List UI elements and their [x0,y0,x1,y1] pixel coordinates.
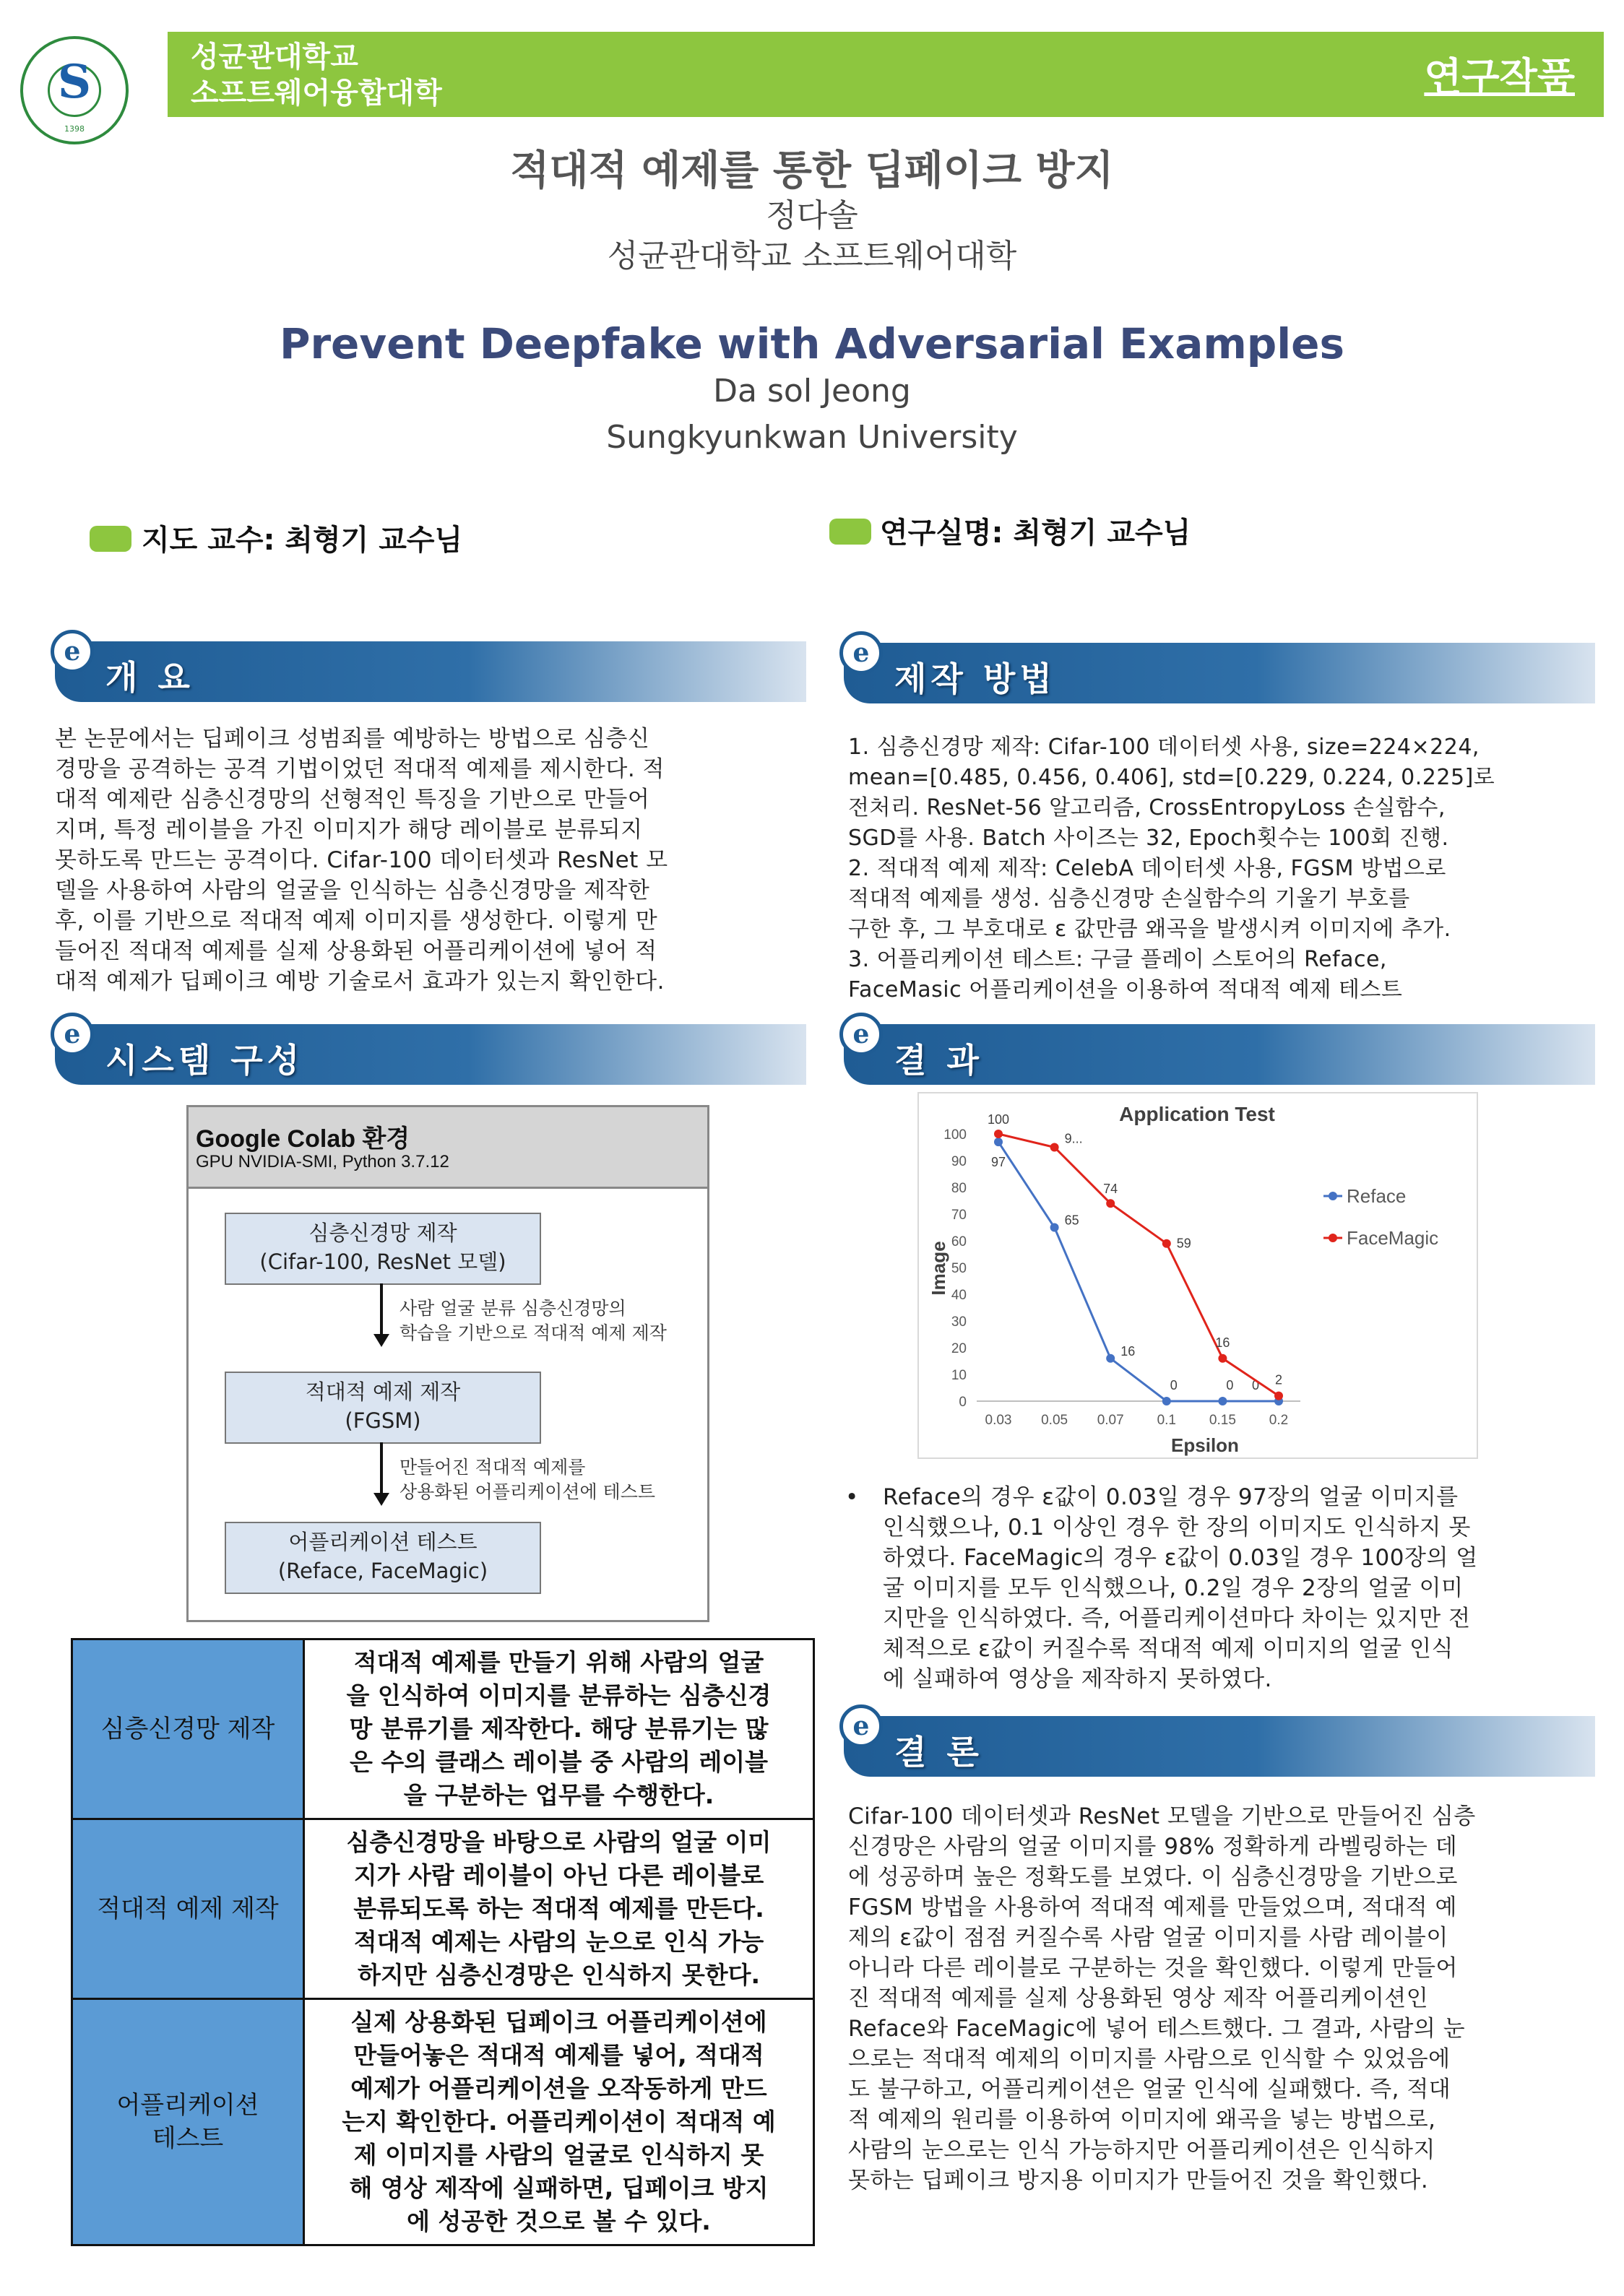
overview-line: 델을 사용하여 사람의 얼굴을 인식하는 심층신경망을 제작한 [55,878,650,904]
conclusion-line: 적 예제의 원리를 이용하여 이미지에 왜곡을 넣는 방법으로, [848,2107,1436,2133]
chart-legend-label: Reface [1347,1185,1407,1207]
section-header-conclusion [844,1711,1595,1777]
table-body-line: 적대적 예제를 만들기 위해 사람의 얼굴 [353,1648,764,1676]
conclusion-line: FGSM 방법을 사용하여 적대적 예제를 만들었으며, 적대적 예 [848,1894,1457,1920]
table-body-line: 을 인식하여 이미지를 분류하는 심층신경 [346,1681,772,1710]
table-body-line: 분류되도록 하는 적대적 예제를 만든다. [353,1894,764,1923]
section-badge-icon: e [51,630,94,673]
table-body-line: 망 분류기를 제작한다. 해당 분류기는 많 [349,1715,769,1743]
chart-x-tick: 0.15 [1209,1413,1236,1428]
chart-point-reface [994,1138,1003,1146]
section-title-system: 시스템 구성 [105,1041,304,1080]
conclusion-text [848,1801,1614,2196]
system-diagram [186,1105,709,1622]
table-body-line: 은 수의 클래스 레이블 중 사람의 레이블 [350,1748,768,1776]
table-body-line: 을 구분하는 업무를 수행한다. [403,1781,714,1809]
diagram-note-2-line2: 상용화된 어플리케이션에 테스트 [399,1481,655,1502]
chart-data-label: 0 [1226,1378,1234,1392]
chart-x-tick: 0.03 [985,1413,1012,1428]
conclusion-line: 진 적대적 예제를 실제 상용화된 영상 제작 어플리케이션인 [848,1985,1429,2011]
chart-legend-label: FaceMagic [1347,1227,1439,1249]
chart-y-tick: 100 [943,1127,967,1143]
results-line: 에 실패하여 영상을 제작하지 못하였다. [883,1666,1272,1692]
chart-point-facemagic [1050,1143,1059,1152]
lab-text: 연구실명: 최형기 교수님 [880,516,1191,550]
chart-data-label: 16 [1215,1335,1230,1350]
results-line: 지만을 인식하였다. 즉, 어플리케이션마다 차이는 있지만 전 [883,1606,1471,1632]
diagram-box-dnn-line1: 심층신경망 제작 [308,1221,457,1245]
chart-point-reface [1050,1223,1059,1232]
chart-series-line-reface [998,1142,1279,1401]
chart-data-label: 16 [1120,1343,1136,1359]
table-row-body [304,1819,814,1999]
section-title-results: 결 과 [894,1041,983,1080]
table-row-head: 적대적 예제 제작 [72,1819,304,1999]
chart-title: Application Test [1119,1103,1275,1125]
table-body-line: 예제가 어플리케이션을 오작동하게 만드 [350,2074,767,2102]
header-tag[interactable]: 연구작품 [1424,54,1575,100]
chart-point-facemagic [994,1130,1003,1138]
results-line: 굴 이미지를 모두 인식했으나, 0.2일 경우 2장의 얼굴 이미 [883,1575,1464,1601]
university-logo [20,36,129,144]
conclusion-line: 도 불구하고, 어플리케이션은 얼굴 인식에 실패했다. 즉, 적대 [848,2076,1451,2102]
method-line: 3. 어플리케이션 테스트: 구글 플레이 스토어의 Reface, [848,947,1387,972]
method-line: 전처리. ResNet-56 알고리즘, CrossEntropyLoss 손실함수, [848,795,1446,820]
diagram-box-adversarial-line2: (FGSM) [345,1408,421,1433]
chart-data-label: 0 [1251,1378,1260,1392]
diagram-box-apptest-line1: 어플리케이션 테스트 [288,1530,478,1554]
results-line: 하였다. FaceMagic의 경우 ε값이 0.03일 경우 100장의 얼 [883,1545,1478,1571]
overview-line: 들어진 적대적 예제를 실제 상용화된 어플리케이션에 넣어 적 [55,938,657,964]
conclusion-line: 아니라 다른 레이블로 구분하는 것을 확인했다. 이렇게 만들어 [848,1955,1458,1981]
table-head-line2: 테스트 [152,2124,224,2153]
chart-point-facemagic [1218,1354,1227,1363]
chart-data-label: 100 [987,1112,1010,1127]
chart-data-label: 9... [1064,1131,1083,1146]
chart-point-reface [1218,1397,1227,1405]
table-body-line: 해 영상 제작에 실패하면, 딥페이크 방지 [349,2174,769,2202]
section-badge-icon: e [839,1704,883,1748]
method-line: 2. 적대적 예제 제작: CelebA 데이터셋 사용, FGSM 방법으로 [848,856,1446,881]
table-row-body [304,1999,814,2245]
header-university-line2: 소프트웨어융합대학 [191,77,442,110]
chart-y-tick: 60 [951,1234,967,1249]
overview-line: 대적 예제란 심층신경망의 선형적인 특징을 기반으로 만들어 [55,787,650,813]
diagram-note-2 [399,1455,655,1504]
conclusion-line: Reface와 FaceMagic에 넣어 테스트했다. 그 결과, 사람의 눈 [848,2016,1466,2042]
diagram-note-1-line2: 학습을 기반으로 적대적 예제 제작 [399,1322,667,1343]
overview-line: 후, 이를 기반으로 적대적 예제 이미지를 생성한다. 이렇게 만 [55,908,658,934]
method-text [848,732,1614,1005]
advisor-chip [90,526,131,552]
diagram-env-header [189,1107,707,1189]
results-text [883,1482,1605,1694]
section-header-overview [55,636,806,702]
table-body-line: 실제 상용화된 딥페이크 어플리케이션에 [350,2008,767,2036]
conclusion-line: 사람의 눈으로는 인식 가능하지만 어플리케이션은 인식하지 [848,2137,1435,2163]
table-body-line: 적대적 예제는 사람의 눈으로 인식 가능 [353,1928,764,1956]
method-line: FaceMasic 어플리케이션을 이용하여 적대적 예제 테스트 [848,977,1403,1002]
chart-y-tick: 0 [959,1395,967,1410]
method-line: 구한 후, 그 부호대로 ε 값만큼 왜곡을 발생시켜 이미지에 추가. [848,917,1451,942]
diagram-note-2-line1: 만들어진 적대적 예제를 [399,1457,586,1478]
method-line: 1. 심층신경망 제작: Cifar-100 데이터셋 사용, size=224×224, [848,735,1480,760]
chart-svg [919,1093,1477,1457]
chart-y-label: Image [928,1241,949,1296]
chart-y-tick: 50 [951,1261,967,1276]
title-english: Prevent Deepfake with Adversarial Examples [279,319,1345,368]
chart-data-label: 0 [1170,1378,1178,1392]
results-line: 인식했으나, 0.1 이상인 경우 한 장의 이미지도 인식하지 못 [883,1515,1471,1541]
overview-line: 본 논문에서는 딥페이크 성범죄를 예방하는 방법으로 심층신 [55,726,650,752]
section-badge-icon: e [51,1013,94,1056]
section-title-overview: 개 요 [105,658,194,697]
table-body-line: 만들어놓은 적대적 예제를 넣어, 적대적 [353,2041,764,2069]
results-line: 체적으로 ε값이 커질수록 적대적 예제 이미지의 얼굴 인식 [883,1636,1454,1662]
chart-point-reface [1106,1354,1115,1363]
chart-data-label: 59 [1176,1236,1191,1251]
chart-data-label: 97 [990,1155,1006,1170]
title-korean: 적대적 예제를 통한 딥페이크 방지 [510,147,1114,194]
chart-x-tick: 0.07 [1097,1413,1124,1428]
section-badge-icon: e [839,631,883,675]
method-line: SGD를 사용. Batch 사이즈는 32, Epoch횟수는 100회 진행. [848,826,1449,851]
table-row [72,1639,814,1819]
bullet-icon: • [845,1484,859,1510]
chart-series-line-facemagic [998,1131,1279,1396]
chart-data-label: 74 [1103,1182,1118,1197]
conclusion-line: 으로는 적대적 예제의 이미지를 사람으로 인식할 수 있었음에 [848,2046,1451,2072]
chart-point-facemagic [1162,1239,1171,1248]
chart-point-reface [1162,1397,1171,1405]
chart-data-label: 65 [1064,1213,1079,1228]
chart-x-tick: 0.1 [1157,1413,1177,1428]
table-row-head: 심층신경망 제작 [72,1639,304,1819]
diagram-arrow-1 [380,1283,383,1335]
diagram-env-title: Google Colab 환경 [196,1125,410,1153]
table-row-body [304,1639,814,1819]
section-header-method [844,638,1595,703]
lab-chip [829,519,871,545]
diagram-box-adversarial-line1: 적대적 예제 제작 [305,1379,461,1404]
diagram-box-apptest [225,1522,541,1594]
chart-y-tick: 30 [951,1314,967,1330]
overview-line: 지며, 특정 레이블을 가진 이미지가 해당 레이블로 분류되지 [55,817,643,843]
chart-y-tick: 10 [951,1368,967,1383]
diagram-box-dnn-line2: (Cifar-100, ResNet 모델) [259,1249,506,1274]
table-head-line1: 어플리케이션 [116,2091,259,2120]
affiliation-korean: 성균관대학교 소프트웨어대학 [607,238,1017,274]
chart-x-tick: 0.2 [1269,1413,1289,1428]
chart-point-facemagic [1106,1199,1115,1208]
section-header-results [844,1019,1595,1085]
table-body-line: 지가 사람 레이블이 아닌 다른 레이블로 [353,1861,764,1889]
table-body-line: 에 성공한 것으로 볼 수 있다. [407,2207,711,2235]
diagram-note-1-line1: 사람 얼굴 분류 심층신경망의 [399,1298,626,1319]
conclusion-line: 제의 ε값이 점점 커질수록 사람 얼굴 이미지를 사람 레이블이 [848,1925,1448,1951]
system-table [71,1638,815,2246]
logo-year: 1398 [64,124,85,134]
method-line: 적대적 예제를 생성. 심층신경망 손실함수의 기울기 부호를 [848,886,1410,911]
section-badge-icon: e [839,1013,883,1056]
table-row-head [72,1999,304,2245]
conclusion-line: Cifar-100 데이터셋과 ResNet 모델을 기반으로 만들어진 심층 [848,1803,1476,1829]
results-line: Reface의 경우 ε값이 0.03일 경우 97장의 얼굴 이미지를 [883,1484,1459,1510]
table-row [72,1999,814,2245]
chart-y-tick: 20 [951,1341,967,1356]
chart-x-tick: 0.05 [1041,1413,1068,1428]
chart-legend-marker [1329,1192,1337,1200]
arrow-down-icon [373,1334,389,1347]
chart-data-label: 2 [1274,1372,1283,1387]
diagram-note-1 [399,1296,667,1346]
diagram-box-adversarial [225,1372,541,1444]
chart-point-facemagic [1274,1392,1283,1400]
diagram-box-dnn [225,1213,541,1285]
section-title-method: 제작 방법 [894,659,1056,698]
table-body-line: 하지만 심층신경망은 인식하지 못한다. [357,1961,761,1989]
chart-y-tick: 80 [951,1181,967,1196]
author-korean: 정다솔 [766,197,858,234]
conclusion-line: 못하는 딥페이크 방지용 이미지가 만들어진 것을 확인했다. [848,2167,1429,2193]
chart-y-tick: 90 [951,1154,967,1169]
table-body-line: 제 이미지를 사람의 얼굴로 인식하지 못 [353,2141,764,2169]
diagram-arrow-2 [380,1442,383,1494]
section-title-conclusion: 결 론 [894,1733,983,1772]
table-body-line: 는지 확인한다. 어플리케이션이 적대적 예 [342,2107,776,2136]
conclusion-line: 신경망은 사람의 얼굴 이미지를 98% 정확하게 라벨링하는 데 [848,1834,1458,1860]
author-english: Da sol Jeong [713,373,911,410]
header-university-line1: 성균관대학교 [191,40,358,74]
table-row [72,1819,814,1999]
section-header-system [55,1019,806,1085]
diagram-box-apptest-line2: (Reface, FaceMagic) [277,1559,488,1583]
header-university [191,39,442,111]
overview-line: 못하도록 만드는 공격이다. Cifar-100 데이터셋과 ResNet 모 [55,847,668,873]
advisor-text: 지도 교수: 최형기 교수님 [142,524,463,557]
chart-legend-marker [1329,1234,1337,1242]
overview-text [55,724,813,997]
overview-line: 대적 예제가 딥페이크 예방 기술로서 효과가 있는지 확인한다. [55,969,665,995]
diagram-env-subtitle: GPU NVIDIA-SMI, Python 3.7.12 [196,1152,449,1171]
affiliation-english: Sungkyunkwan University [606,419,1018,456]
logo-s-icon: S [57,55,92,109]
table-body-line: 심층신경망을 바탕으로 사람의 얼굴 이미 [346,1828,772,1856]
method-line: mean=[0.485, 0.456, 0.406], std=[0.229, 0.224, 0.225]로 [848,765,1495,790]
arrow-down-icon [373,1493,389,1506]
overview-line: 경망을 공격하는 공격 기법이었던 적대적 예제를 제시한다. 적 [55,756,665,782]
conclusion-line: 에 성공하며 높은 정확도를 보였다. 이 심층신경망을 기반으로 [848,1864,1458,1890]
chart-y-tick: 70 [951,1208,967,1223]
chart-y-tick: 40 [951,1288,967,1303]
chart-x-label: Epsilon [1171,1434,1239,1456]
application-test-chart [917,1092,1478,1459]
